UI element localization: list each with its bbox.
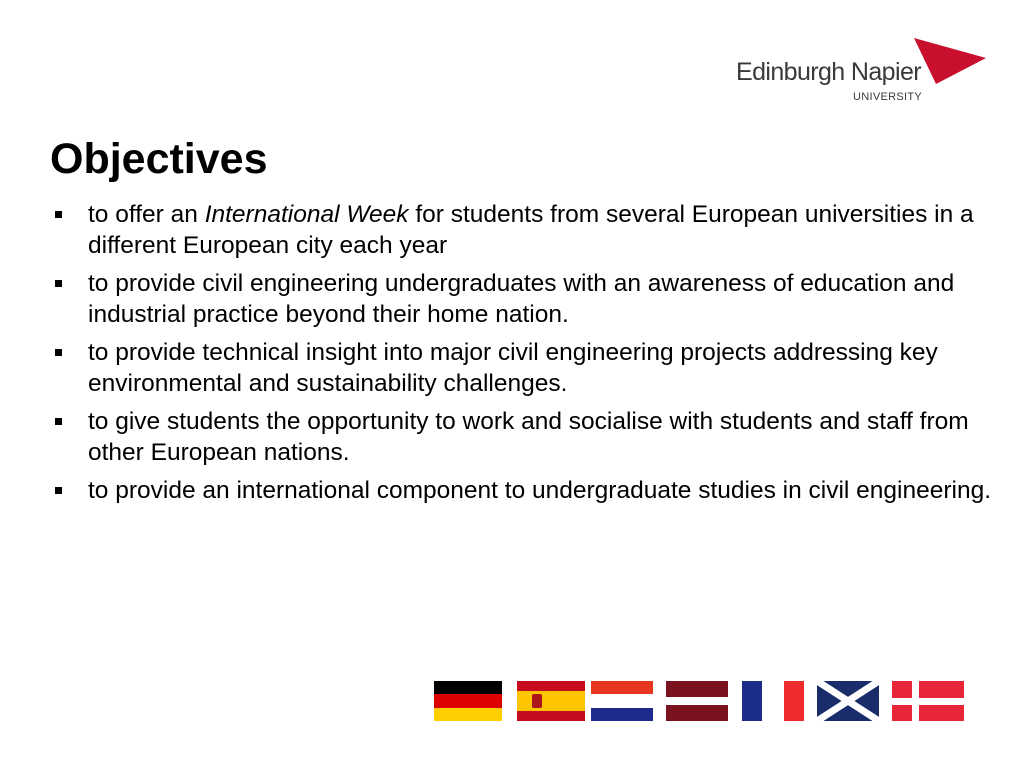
objective-text: to provide technical insight into major civil engineering projects addressing key environmental and sustainability challenges. bbox=[88, 339, 938, 397]
denmark-flag-icon bbox=[892, 681, 964, 721]
objective-item bbox=[50, 406, 1000, 468]
slide-title: Objectives bbox=[50, 135, 268, 183]
logo-subtitle: UNIVERSITY bbox=[853, 91, 923, 103]
latvia-flag-icon bbox=[666, 681, 728, 721]
university-logo bbox=[736, 38, 988, 106]
objective-text: to give students the opportunity to work and socialise with students and staff from other European nations. bbox=[88, 408, 969, 466]
netherlands-flag-icon bbox=[591, 681, 653, 721]
logo-name: Edinburgh Napier bbox=[736, 58, 921, 86]
objective-item bbox=[50, 199, 1000, 261]
bullet-square-icon bbox=[55, 487, 62, 494]
objective-text: to offer an bbox=[88, 201, 205, 228]
objective-text: to provide an international component to undergraduate studies in civil engineering. bbox=[88, 477, 992, 504]
objective-text: to provide civil engineering undergraduates with an awareness of education and industrial practice beyond their home nation. bbox=[88, 270, 955, 328]
spain-flag-icon bbox=[517, 681, 585, 721]
bullet-square-icon bbox=[55, 211, 62, 218]
germany-flag-icon bbox=[434, 681, 502, 721]
objective-item bbox=[50, 268, 1000, 330]
objective-item bbox=[50, 337, 1000, 399]
objective-item bbox=[50, 475, 1000, 506]
france-flag-icon bbox=[742, 681, 804, 721]
scotland-flag-icon bbox=[817, 681, 879, 721]
bullet-square-icon bbox=[55, 349, 62, 356]
objective-text-continued: for students from several European universities in a different European city each year bbox=[88, 201, 974, 259]
objective-emphasis: International Week bbox=[204, 201, 409, 228]
objectives-list bbox=[50, 199, 1000, 513]
bullet-square-icon bbox=[55, 280, 62, 287]
bullet-square-icon bbox=[55, 418, 62, 425]
napier-triangle-icon bbox=[914, 38, 988, 84]
